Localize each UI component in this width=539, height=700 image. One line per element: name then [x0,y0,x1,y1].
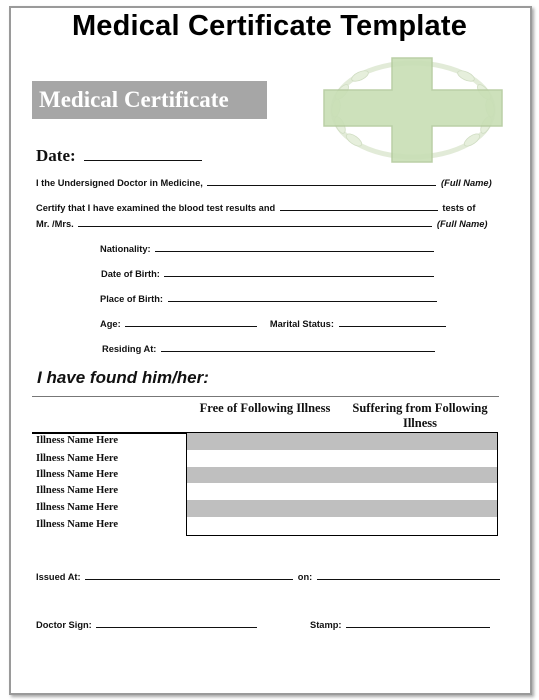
issued-at-blank[interactable] [85,570,293,580]
pob-blank[interactable] [168,292,437,302]
marital-blank[interactable] [339,317,446,327]
certificate-banner: Medical Certificate [32,81,267,119]
medical-cross-laurel-icon [320,52,506,166]
table-row[interactable] [187,483,497,500]
residing-field [102,342,437,355]
certify-statement [36,201,475,214]
pob-label: Place of Birth: [100,294,164,304]
age-marital-field [100,317,448,330]
marital-label: Marital Status: [269,319,334,329]
illness-name: Illness Name Here [36,502,119,513]
stamp-label: Stamp: [310,620,342,630]
findings-divider [32,396,499,397]
age-label: Age: [100,319,121,329]
issued-at-label: Issued At: [36,572,81,582]
pob-field [100,292,439,305]
table-row[interactable] [187,450,497,467]
column-header-suffering: Suffering from Following Illness [352,401,488,430]
doctor-name-blank[interactable] [207,176,436,186]
full-name-hint-2: (Full Name) [436,219,488,229]
illness-name: Illness Name Here [36,435,119,446]
full-name-hint: (Full Name) [441,178,492,188]
patient-name-statement [36,217,488,230]
illness-name: Illness Name Here [36,485,119,496]
illness-name: Illness Name Here [36,469,119,480]
residing-blank[interactable] [161,342,435,352]
stamp-field [310,618,492,631]
issued-date-blank[interactable] [317,570,500,580]
tests-of-text: tests of [442,203,476,213]
nationality-blank[interactable] [155,242,434,252]
illness-name: Illness Name Here [36,519,119,530]
residing-label: Residing At: [102,344,157,354]
dob-field [101,267,436,280]
illness-name: Illness Name Here [36,453,119,464]
doctor-sign-blank[interactable] [96,618,257,628]
nationality-label: Nationality: [100,244,151,254]
certify-text: Certify that I have examined the blood test results and [36,203,276,213]
date-label: Date: [36,146,76,165]
mr-mrs-text: Mr. /Mrs. [36,219,74,229]
doctor-sign-label: Doctor Sign: [36,620,92,630]
date-blank[interactable] [84,147,202,161]
table-row[interactable] [187,467,497,484]
undersigned-text: I the Undersigned Doctor in Medicine, [36,178,203,188]
date-field[interactable] [36,146,202,166]
nationality-field [100,242,436,255]
doctor-sign-field [36,618,259,631]
stamp-blank[interactable] [346,618,490,628]
findings-heading: I have found him/her: [37,368,209,387]
illness-status-table[interactable] [186,433,498,536]
test-type-blank[interactable] [280,201,438,211]
dob-blank[interactable] [164,267,434,277]
undersigned-statement [36,176,492,189]
column-header-free: Free of Following Illness [199,401,331,415]
patient-name-blank[interactable] [78,217,432,227]
table-row[interactable] [187,517,497,534]
table-row[interactable] [187,433,497,450]
on-label: on: [297,572,313,582]
dob-label: Date of Birth: [101,269,160,279]
table-row[interactable] [187,500,497,517]
age-blank[interactable] [125,317,257,327]
issued-at-field [36,570,502,583]
document-title: Medical Certificate Template [71,10,468,42]
